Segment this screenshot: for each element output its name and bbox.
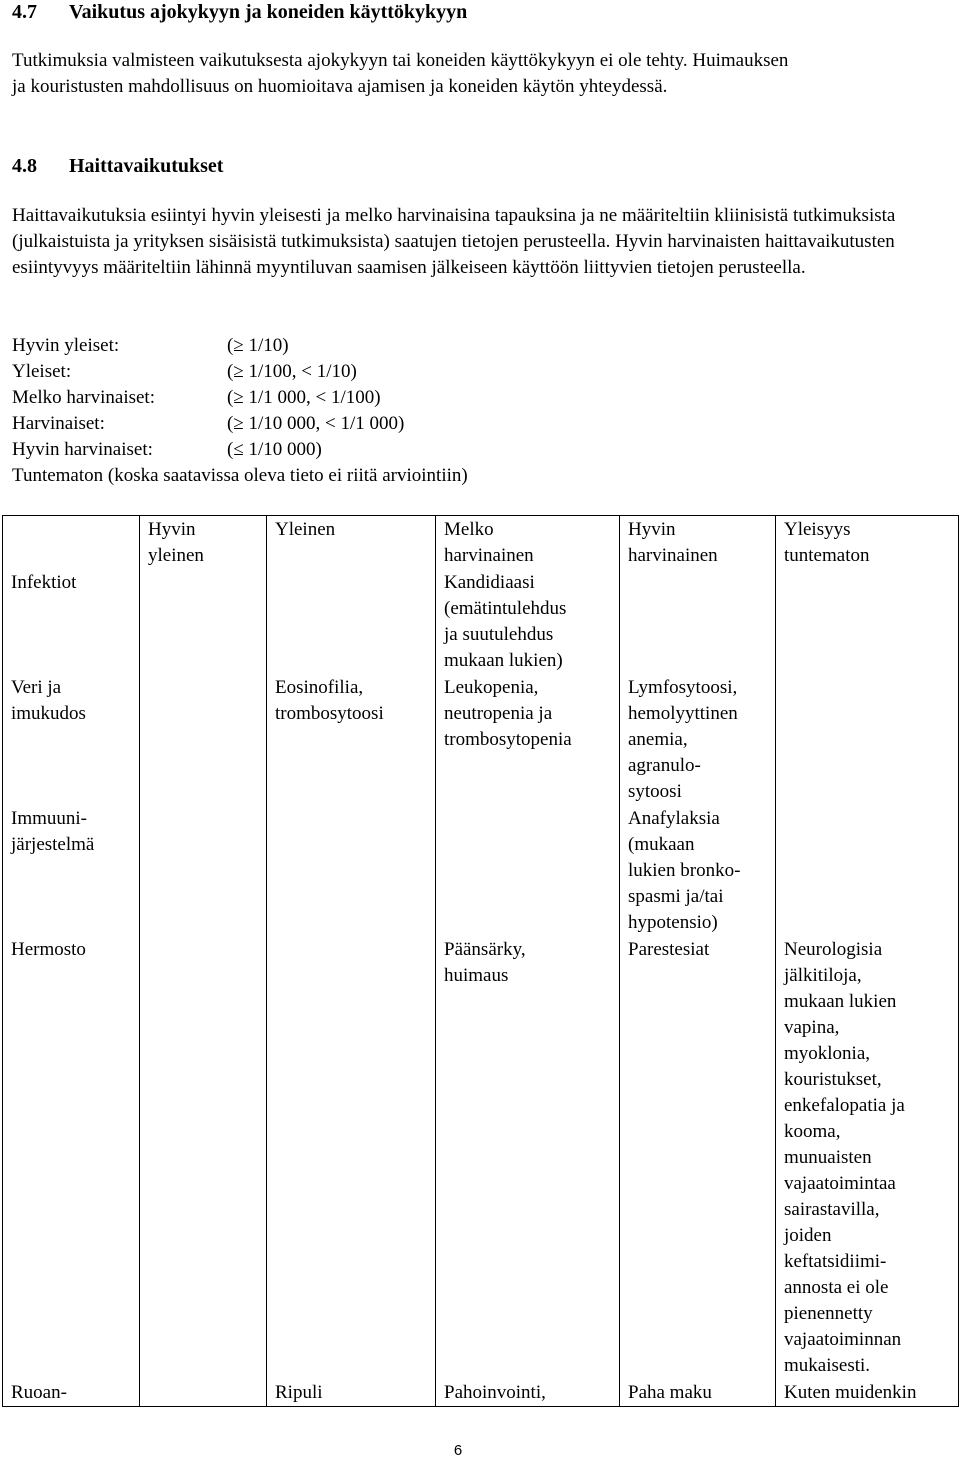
section-title: Haittavaikutukset	[69, 155, 224, 177]
frequency-label: Hyvin harvinaiset:	[12, 439, 153, 460]
frequency-label: Melko harvinaiset:	[12, 387, 155, 408]
table-row-header: Ruoan-	[3, 1379, 140, 1407]
table-cell: Ripuli	[267, 1379, 436, 1407]
table-cell	[776, 805, 959, 936]
table-cell: Kandidiaasi (emätintulehdus ja suutulehdus mukaan lukien)	[436, 569, 620, 674]
table-row-header: Immuuni- järjestelmä	[3, 805, 140, 936]
driving-paragraph-line-1: Tutkimuksia valmisteen vaikutuksesta ajokykyyn tai koneiden käyttökykyyn ei ole tehty. Huimauksen	[12, 50, 789, 71]
frequency-value: (≥ 1/100, < 1/10)	[227, 361, 357, 382]
section-number: 4.8	[12, 155, 37, 177]
table-header-row	[3, 516, 959, 570]
table-cell	[140, 936, 267, 1379]
driving-paragraph-line-2: ja kouristusten mahdollisuus on huomioitava ajamisen ja koneiden käytön yhteydessä.	[12, 76, 668, 97]
table-cell	[267, 936, 436, 1379]
table-cell	[776, 674, 959, 805]
frequency-value: (≤ 1/10 000)	[227, 439, 322, 460]
table-row	[3, 1379, 959, 1407]
table-cell: Päänsärky, huimaus	[436, 936, 620, 1379]
table-header-cell: Yleisyys tuntematon	[776, 516, 959, 570]
table-cell	[620, 569, 776, 674]
frequency-unknown-note: Tuntematon (koska saatavissa oleva tieto ei riitä arviointiin)	[12, 465, 468, 486]
table-header-cell: Hyvin harvinainen	[620, 516, 776, 570]
table-cell	[140, 569, 267, 674]
section-title: Vaikutus ajokykyyn ja koneiden käyttökykyyn	[69, 1, 468, 23]
table-cell	[140, 805, 267, 936]
table-row-header: Hermosto	[3, 936, 140, 1379]
table-cell: Neurologisia jälkitiloja, mukaan lukien vapina, myoklonia, kouristukset, enkefalopatia ja kooma, munuaisten vajaatoimintaa sairastavilla, joiden keftatsidiimi- annosta ei ole pienennetty vajaatoiminnan mukaisesti.	[776, 936, 959, 1379]
table-cell: Kuten muidenkin	[776, 1379, 959, 1407]
table-cell: Lymfosytoosi, hemolyyttinen anemia, agranulo- sytoosi	[620, 674, 776, 805]
table-header-cell: Melko harvinainen	[436, 516, 620, 570]
table-cell	[140, 674, 267, 805]
frequency-value: (≥ 1/10 000, < 1/1 000)	[227, 413, 405, 434]
table-row	[3, 936, 959, 1379]
table-cell: Leukopenia, neutropenia ja trombosytopenia	[436, 674, 620, 805]
table-row-header: Infektiot	[3, 569, 140, 674]
table-row	[3, 805, 959, 936]
frequency-label: Hyvin yleiset:	[12, 335, 120, 356]
frequency-value: (≥ 1/1 000, < 1/100)	[227, 387, 381, 408]
table-cell	[436, 805, 620, 936]
table-cell	[267, 569, 436, 674]
section-number: 4.7	[12, 1, 37, 23]
adverse-effects-table	[2, 515, 959, 1407]
table-row-header: Veri ja imukudos	[3, 674, 140, 805]
table-cell	[267, 805, 436, 936]
table-cell	[776, 569, 959, 674]
table-header-cell	[3, 516, 140, 570]
table-cell: Parestesiat	[620, 936, 776, 1379]
frequency-label: Harvinaiset:	[12, 413, 105, 434]
table-row	[3, 569, 959, 674]
page-number: 6	[453, 1442, 463, 1459]
frequency-value: (≥ 1/10)	[227, 335, 289, 356]
frequency-label: Yleiset:	[12, 361, 72, 382]
table-cell	[140, 1379, 267, 1407]
table-row	[3, 674, 959, 805]
table-header-cell: Yleinen	[267, 516, 436, 570]
table-cell: Eosinofilia, trombosytoosi	[267, 674, 436, 805]
table-cell: Anafylaksia (mukaan lukien bronko- spasmi ja/tai hypotensio)	[620, 805, 776, 936]
table-cell: Pahoinvointi,	[436, 1379, 620, 1407]
table-cell: Paha maku	[620, 1379, 776, 1407]
table-header-cell: Hyvin yleinen	[140, 516, 267, 570]
adverse-effects-paragraph: Haittavaikutuksia esiintyi hyvin yleisesti ja melko harvinaisina tapauksina ja ne määriteltiin kliinisistä tutkimuksista (julkaistuista ja yrityksen sisäisistä tutkimuksista) saatujen tietojen perusteella. Hyvin harvinaisten haittavaikutusten esiintyvyys määriteltiin lähinnä myyntiluvan saamisen jälkeiseen käyttöön liittyvien tietojen perusteella.	[12, 205, 896, 278]
